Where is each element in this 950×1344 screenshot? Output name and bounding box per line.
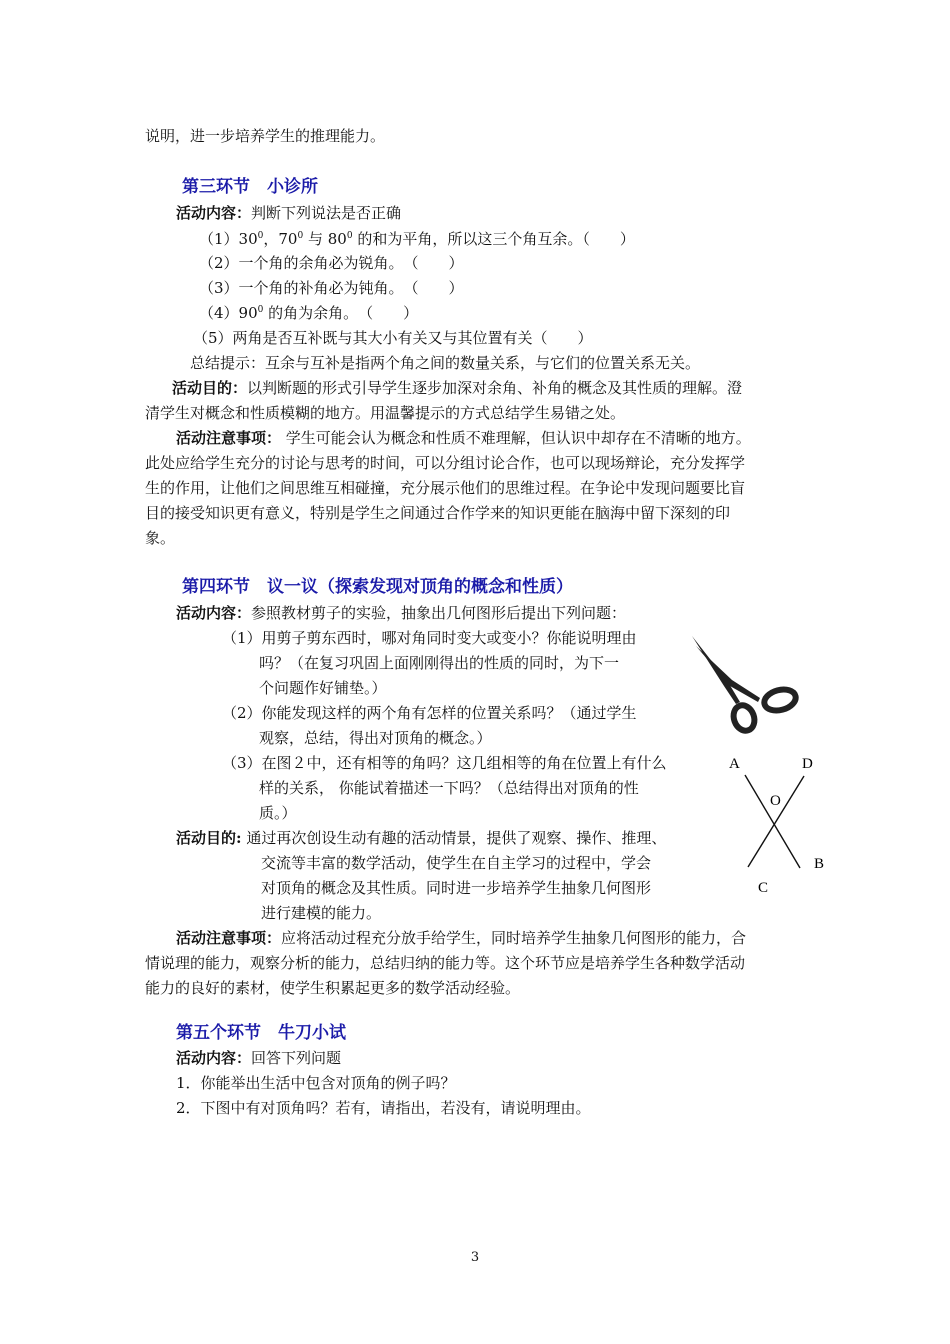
s5-question-1: 1．你能举出生活中包含对顶角的例子吗？ xyxy=(176,1074,456,1092)
s4-question-2-line-1: （2）你能发现这样的两个角有怎样的位置关系吗？（通过学生 xyxy=(222,704,637,722)
s4-purpose-line-2: 交流等丰富的数学活动，使学生在自主学习的过程中，学会 xyxy=(261,854,652,872)
s4-content-label: 活动内容： xyxy=(176,604,252,622)
s4-purpose-label: 活动目的: xyxy=(176,829,242,847)
s3-question-5: （5）两角是否互补既与其大小有关又与其位置有关（ ） xyxy=(193,329,593,347)
label-o: O xyxy=(770,793,781,809)
label-c: C xyxy=(758,880,769,896)
s4-purpose-line-1: 活动目的: 通过再次创设生动有趣的活动情景，提供了观察、操作、推理、 xyxy=(176,829,667,847)
s4-question-1-line-3: 个问题作好铺垫。） xyxy=(259,679,387,697)
s4-purpose-line-3: 对顶角的概念及其性质。同时进一步培养学生抽象几何图形 xyxy=(261,879,652,897)
s4-notes-line-2: 情说理的能力，观察分析的能力，总结归纳的能力等。这个环节应是培养学生各种数学活动 xyxy=(145,954,746,972)
s3-notes-line-2: 此处应给学生充分的讨论与思考的时间，可以分组讨论合作，也可以现场辩论，充分发挥学 xyxy=(145,454,746,472)
s4-notes-line-1: 活动注意事项：应将活动过程充分放手给学生，同时培养学生抽象几何图形的能力，合 xyxy=(176,929,747,947)
s4-notes-line-3: 能力的良好的素材，使学生积累起更多的数学活动经验。 xyxy=(145,979,521,997)
s5-content-line: 活动内容：回答下列问题 xyxy=(176,1049,342,1067)
line-a-b xyxy=(745,775,800,868)
s3-content-line xyxy=(176,203,401,223)
section-3-heading: 第三环节 小诊所 xyxy=(182,177,318,197)
s3-purpose-line-1: 活动目的：以判断题的形式引导学生逐步加深对余角、补角的概念及其性质的理解。澄 xyxy=(172,379,743,397)
s3-question-2: （2）一个角的余角必为锐角。 （ ） xyxy=(199,254,464,272)
s5-question-2: 2．下图中有对顶角吗？若有，请指出，若没有，请说明理由。 xyxy=(176,1099,591,1117)
s3-purpose-line-2: 清学生对概念和性质模糊的地方。用温馨提示的方式总结学生易错之处。 xyxy=(145,404,626,422)
s4-question-3-line-2: 样的关系， 你能试着描述一下吗？（总结得出对顶角的性 xyxy=(259,779,639,797)
s5-content-label: 活动内容： xyxy=(176,1049,252,1067)
line-d-c xyxy=(748,776,804,867)
label-d: D xyxy=(802,756,813,772)
s3-question-4: $(4)90^0$ 的角为余角。 （ ） xyxy=(199,304,419,322)
s4-question-3-line-3: 质。） xyxy=(259,804,297,822)
s3-summary: 总结提示：互余与互补是指两个角之间的数量关系，与它们的位置关系无关。 xyxy=(190,354,701,372)
intro-line: 说明，进一步培养学生的推理能力。 xyxy=(145,127,386,145)
section-5-heading: 第五个环节 牛刀小试 xyxy=(176,1023,346,1043)
label-b: B xyxy=(814,856,825,872)
s4-notes-label: 活动注意事项： xyxy=(176,929,282,947)
s3-content-text: 判断下列说法是否正确 xyxy=(251,204,402,222)
s3-notes-line-1: 活动注意事项： 学生可能会认为概念和性质不难理解，但认识中却存在不清晰的地方。 xyxy=(176,429,751,447)
s4-purpose-line-4: 进行建模的能力。 xyxy=(261,904,382,922)
s3-purpose-label: 活动目的： xyxy=(172,379,248,397)
s4-question-1-line-1: （1）用剪子剪东西时，哪对角同时变大或变小？你能说明理由 xyxy=(222,629,637,647)
s3-content-label: 活动内容： xyxy=(176,204,252,222)
s3-question-1: $(1)30^0$，$70^0$ 与 $80^0$ 的和为平角，所以这三个角互余。（ ） xyxy=(199,230,635,248)
s4-question-2-line-2: 观察，总结，得出对顶角的概念。） xyxy=(259,729,492,747)
s4-question-1-line-2: 吗？（在复习巩固上面刚刚得出的性质的同时，为下一 xyxy=(259,654,620,672)
s3-notes-line-3: 生的作用，让他们之间思维互相碰撞，充分展示他们的思维过程。在争论中发现问题要比盲 xyxy=(145,479,746,497)
s4-content-line: 活动内容：参照教材剪子的实验，抽象出几何图形后提出下列问题： xyxy=(176,604,627,622)
s3-notes-label: 活动注意事项： xyxy=(176,429,282,447)
vertical-angles-diagram xyxy=(720,752,830,897)
s4-question-3-line-1: （3）在图２中，还有相等的角吗？这几组相等的角在位置上有什么 xyxy=(222,754,667,772)
section-4-heading: 第四环节 议一议（探索发现对顶角的概念和性质） xyxy=(182,577,573,597)
s3-notes-line-5: 象。 xyxy=(145,529,176,547)
s3-question-3: （3）一个角的补角必为钝角。 （ ） xyxy=(199,279,464,297)
scissors-icon xyxy=(690,630,810,740)
label-a: A xyxy=(729,756,740,772)
s3-notes-line-4: 目的接受知识更有意义，特别是学生之间通过合作学来的知识更能在脑海中留下深刻的印 xyxy=(145,504,731,522)
page-number: 3 xyxy=(470,1250,480,1265)
